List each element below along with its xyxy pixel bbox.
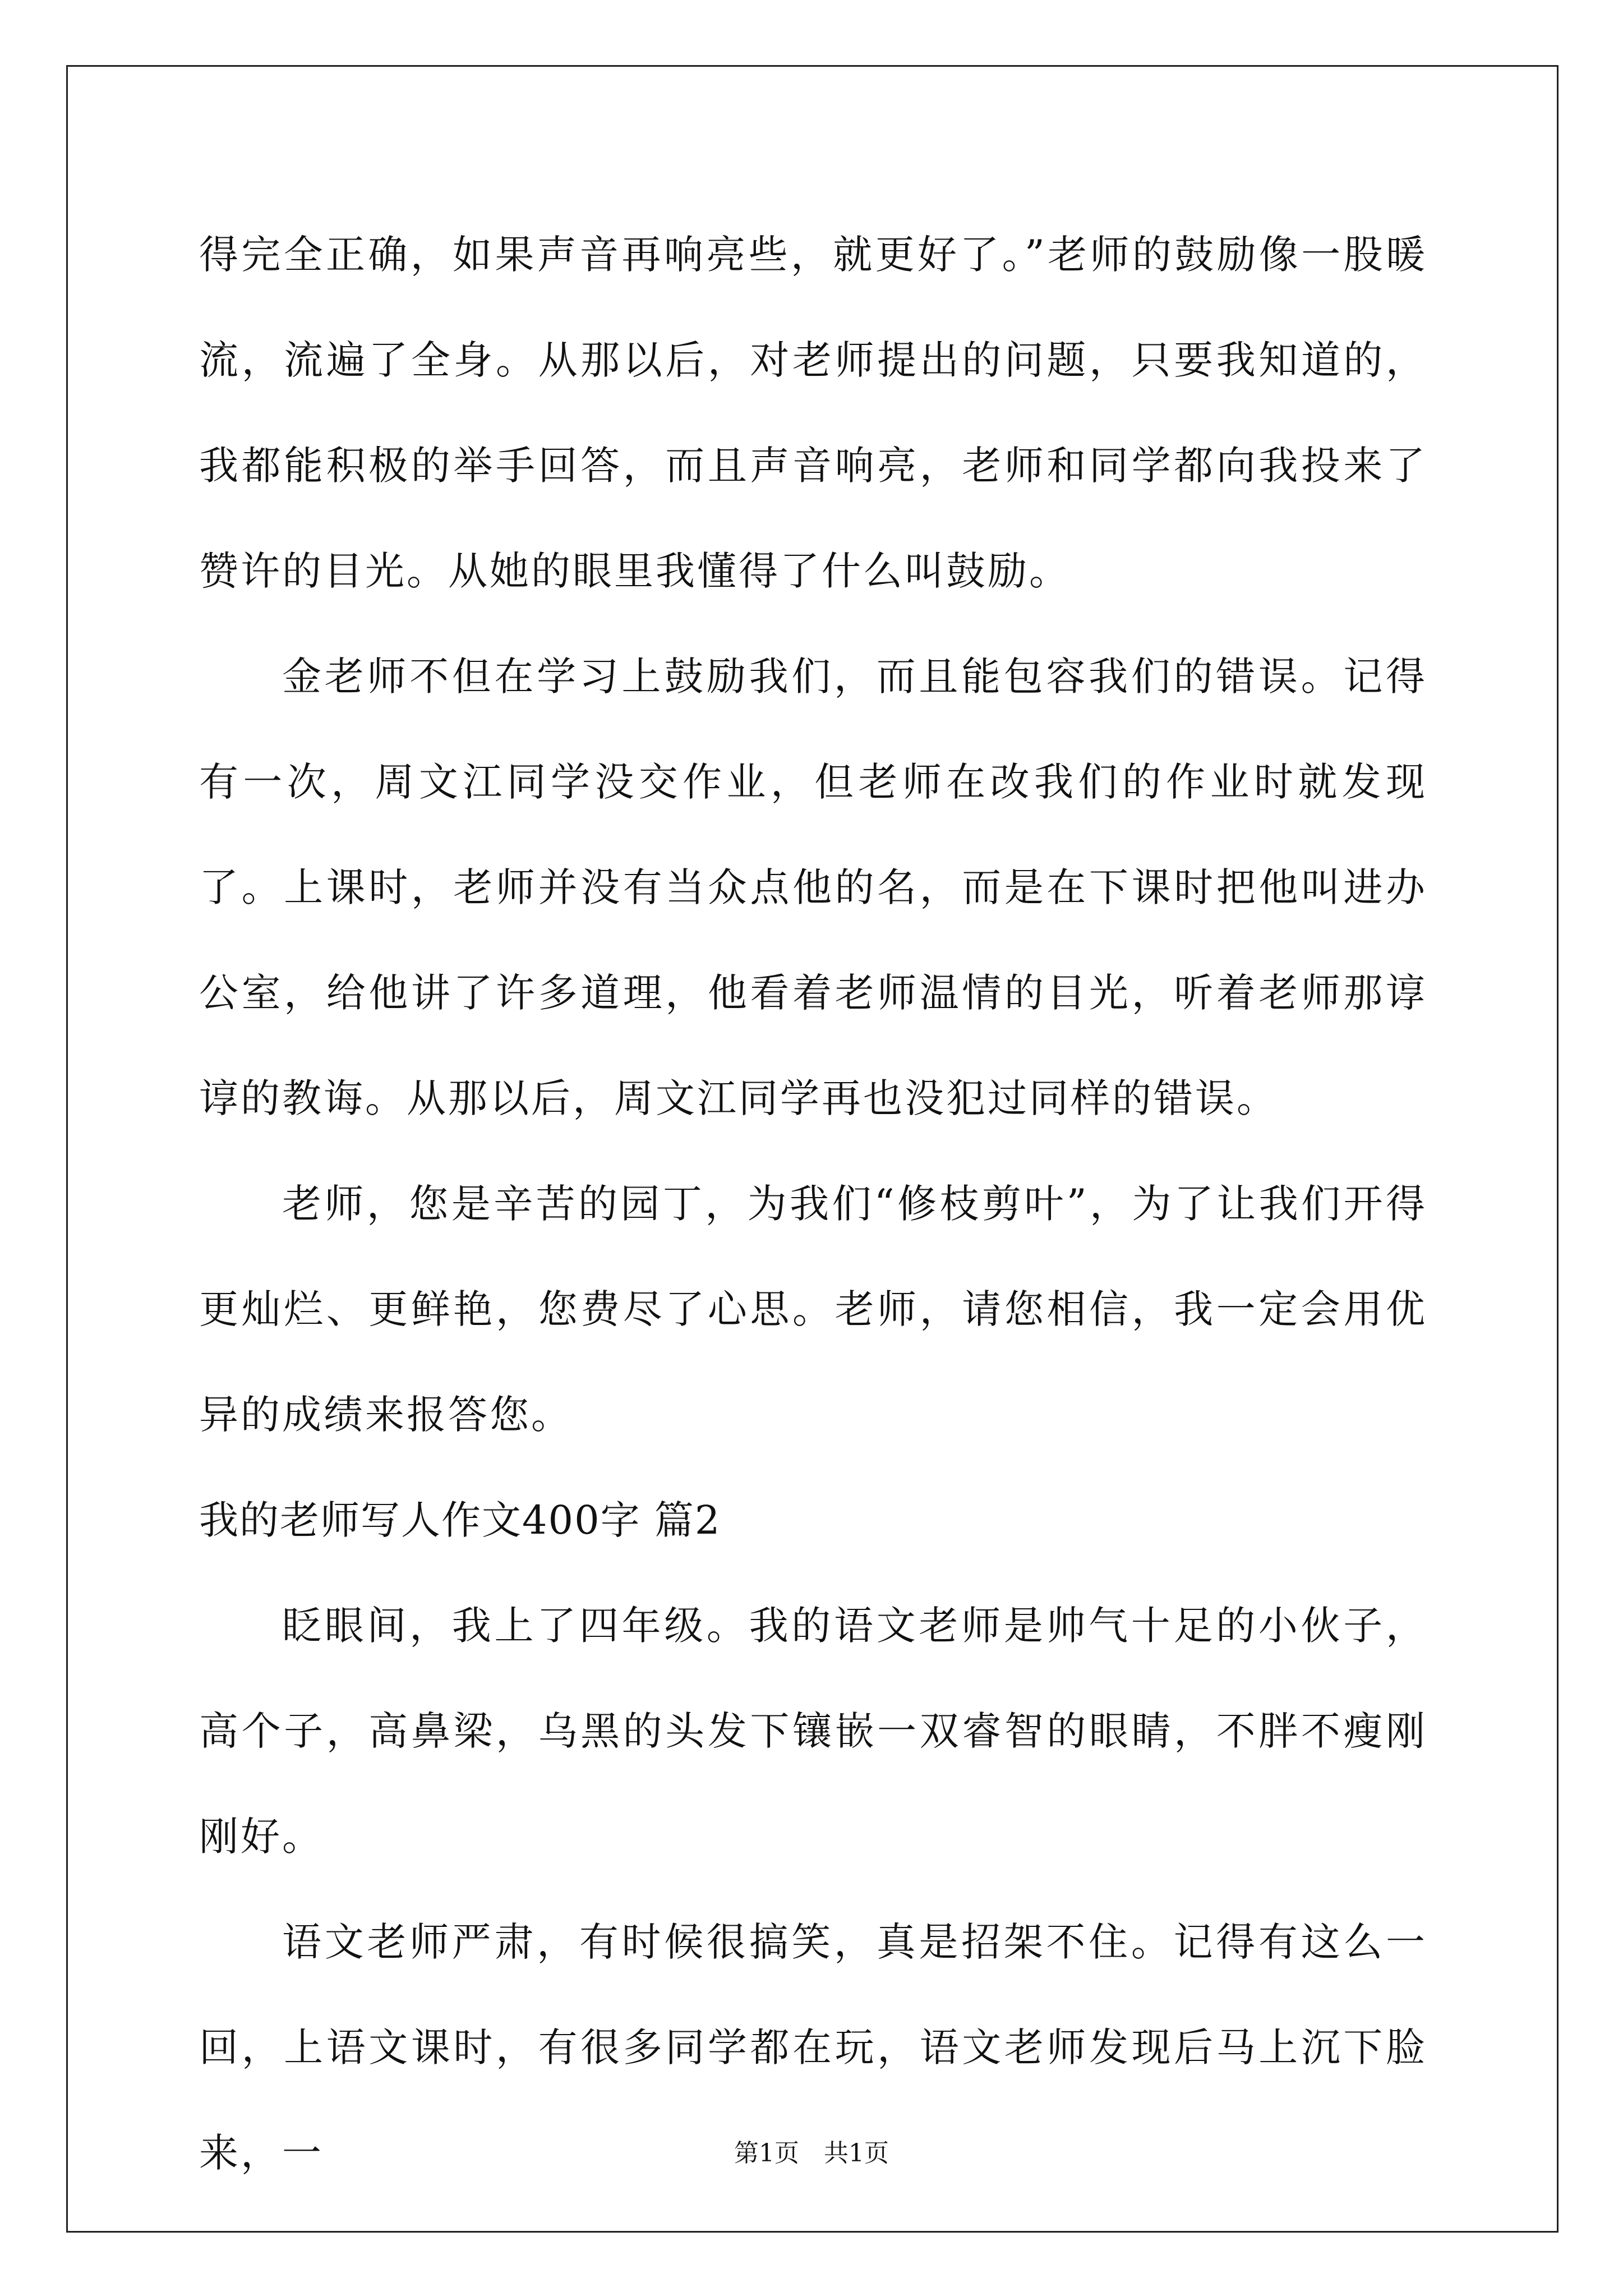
paragraph: 眨眼间，我上了四年级。我的语文老师是帅气十足的小伙子，高个子，高鼻梁，乌黑的头发下镶嵌一双睿智的眼睛，不胖不瘦刚刚好。 — [199, 1603, 1427, 1860]
paragraph: 语文老师严肃，有时候很搞笑，真是招架不住。记得有这么一回，上语文课时，有很多同学都在玩，语文老师发现后马上沉下脸来，一 — [199, 1919, 1427, 2176]
section-heading: 我的老师写人作文400字 篇2 — [199, 1497, 721, 1543]
page-number-footer: 第1页 共1页 — [734, 2139, 889, 2168]
paragraph: 老师，您是辛苦的园丁，为我们“修枝剪叶”，为了让我们开得更灿烂、更鲜艳，您费尽了心思。老师，请您相信，我一定会用优异的成绩来报答您。 — [199, 1181, 1427, 1438]
document-body — [199, 202, 1427, 2206]
paragraph: 金老师不但在学习上鼓励我们，而且能包容我们的错误。记得有一次，周文江同学没交作业，但老师在改我们的作业时就发现了。上课时，老师并没有当众点他的名，而是在下课时把他叫进办公室，给他讲了许多道理，他看着老师温情的目光，听着老师那谆谆的教诲。从那以后，周文江同学再也没犯过同样的错误。 — [199, 654, 1427, 1121]
paragraph-continued: 得完全正确，如果声音再响亮些，就更好了。”老师的鼓励像一股暖流，流遍了全身。从那以后，对老师提出的问题，只要我知道的，我都能积极的举手回答，而且声音响亮，老师和同学都向我投来了赞许的目光。从她的眼里我懂得了什么叫鼓励。 — [199, 232, 1427, 594]
